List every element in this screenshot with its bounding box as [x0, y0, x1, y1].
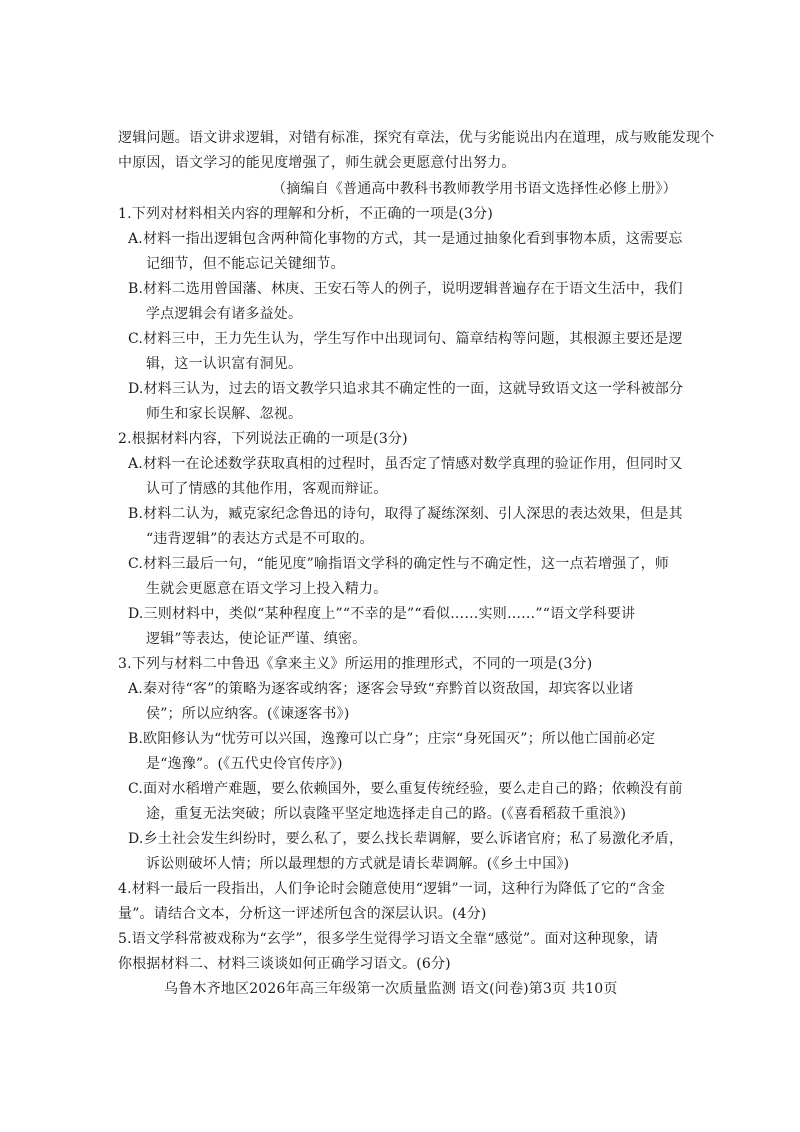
option-line: B.材料二选用曾国藩、林庚、王安石等人的例子，说明逻辑普遍存在于语文生活中，我们 — [128, 281, 683, 297]
option-line: C.材料三最后一句，“能见度”喻指语文学科的确定性与不确定性，这一点若增强了，师 — [128, 556, 669, 572]
passage-source: （摘编自《普通高中教科书教师教学用书语文选择性必修上册》） — [272, 181, 677, 197]
option-line: D.材料三认为，过去的语文教学只追求其不确定性的一面，这就导致语文这一学科被部分 — [128, 381, 684, 397]
question-stem: 1.下列对材料相关内容的理解和分析，不正确的一项是(3分) — [118, 206, 493, 222]
option-line: 记细节，但不能忘记关键细节。 — [146, 256, 345, 272]
question-stem: 5.语文学科常被戏称为“玄学”，很多学生觉得学习语文全靠“感觉”。面对这种现象，请 — [118, 931, 659, 947]
question-stem-continued: 量”。请结合文本，分析这一评述所包含的深层认识。(4分) — [118, 906, 487, 922]
option-line: 是“逸豫”。(《五代史伶官传序》) — [146, 756, 343, 772]
option-line: A.材料一指出逻辑包含两种简化事物的方式，其一是通过抽象化看到事物本质，这需要忘 — [128, 231, 683, 247]
option-line: 诉讼则破坏人情；所以最理想的方式就是请长辈调解。(《乡土中国》) — [146, 856, 570, 872]
option-line: C.面对水稻增产难题，要么依赖国外，要么重复传统经验，要么走自己的路；依赖没有前 — [128, 781, 683, 797]
option-line: A.秦对待“客”的策略为逐客或纳客；逐客会导致“弃黔首以资敌国，却宾客以业诸 — [128, 681, 634, 697]
option-line: D.三则材料中，类似“某种程度上”“不幸的是”“看似……实则……”“语文学科要讲 — [128, 606, 636, 622]
option-line: 侯”；所以应纳客。(《谏逐客书》) — [146, 706, 350, 722]
option-line: B.材料二认为，臧克家纪念鲁迅的诗句，取得了凝练深刻、引人深思的表达效果，但是其 — [128, 506, 683, 522]
option-line: 途，重复无法突破；所以袁隆平坚定地选择走自己的路。(《喜看稻菽千重浪》) — [146, 806, 627, 822]
option-line: 认可了情感的其他作用，客观而辩证。 — [146, 481, 388, 497]
option-line: D.乡土社会发生纠纷时，要么私了，要么找长辈调解，要么诉诸官府；私了易激化矛盾， — [128, 831, 684, 847]
option-line: C.材料三中，王力先生认为，学生写作中出现词句、篇章结构等问题，其根源主要还是逻 — [128, 331, 683, 347]
option-line: A.材料一在论述数学获取真相的过程时，虽否定了情感对数学真理的验证作用，但同时又 — [128, 456, 683, 472]
page-footer: 乌鲁木齐地区2026年高三年级第一次质量监测 语文(问卷)第3页 共10页 — [164, 981, 618, 997]
option-line: “违背逻辑”的表达方式是不可取的。 — [146, 531, 374, 547]
option-line: 学点逻辑会有诸多益处。 — [146, 306, 303, 322]
option-line: 生就会更愿意在语文学习上投入精力。 — [146, 581, 388, 597]
question-stem: 4.材料一最后一段指出，人们争论时会随意使用“逻辑”一词，这种行为降低了它的“含金 — [118, 881, 666, 897]
passage-line: 逻辑问题。语文讲求逻辑，对错有标准，探究有章法，优与劣能说出内在道理，成与败能发现个 — [118, 130, 715, 146]
option-line: 师生和家长误解、忽视。 — [146, 406, 303, 422]
question-stem-continued: 你根据材料二、材料三谈谈如何正确学习语文。(6分) — [118, 956, 451, 972]
question-stem: 2.根据材料内容，下列说法正确的一项是(3分) — [118, 431, 408, 447]
option-line: 辑，这一认识富有洞见。 — [146, 356, 303, 372]
passage-line: 中原因，语文学习的能见度增强了，师生就会更愿意付出努力。 — [118, 155, 516, 171]
option-line: B.欧阳修认为“忧劳可以兴国，逸豫可以亡身”；庄宗“身死国灭”；所以他亡国前必定 — [128, 731, 656, 747]
option-line: 逻辑”等表达，使论证严谨、缜密。 — [146, 631, 367, 647]
question-stem: 3.下列与材料二中鲁迅《拿来主义》所运用的推理形式，不同的一项是(3分) — [118, 656, 593, 672]
